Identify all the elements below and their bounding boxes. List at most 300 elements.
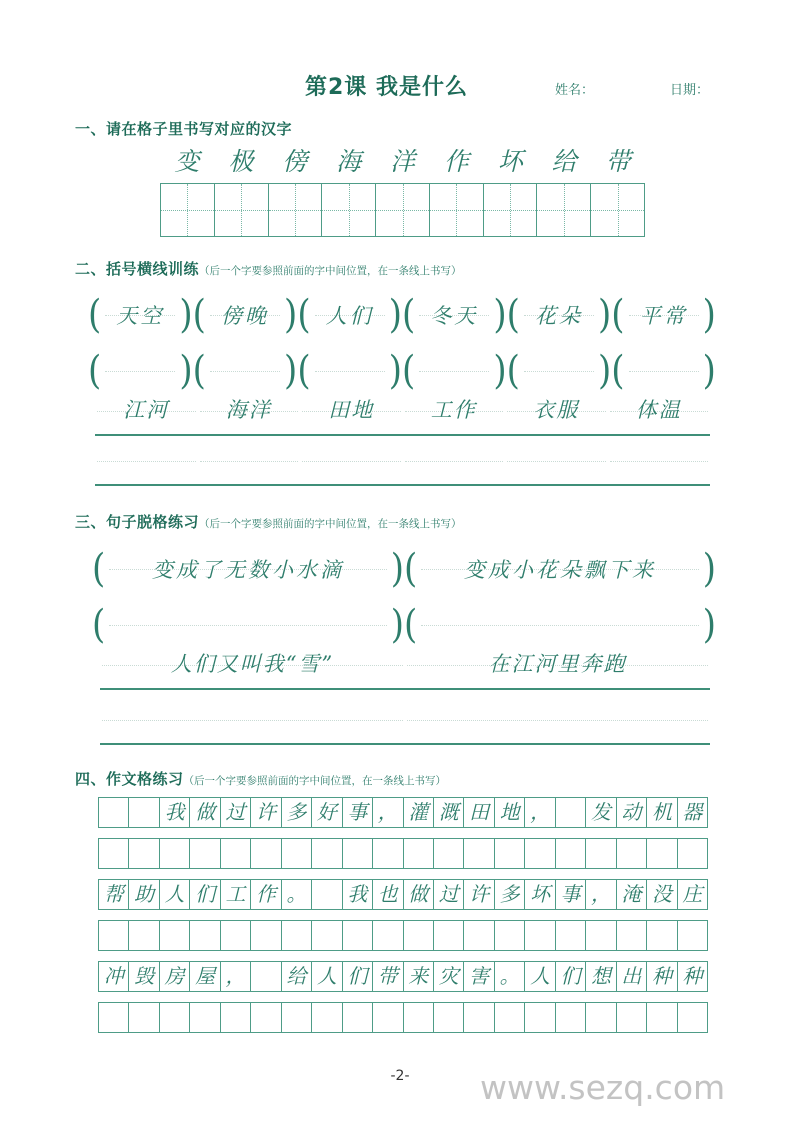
underline-word-blank-slot[interactable]: [505, 448, 608, 486]
composition-cell[interactable]: 事: [556, 880, 586, 909]
tianzige-cell[interactable]: [430, 184, 484, 236]
composition-cell[interactable]: 地: [495, 798, 525, 827]
underline-word-blank-slot[interactable]: [403, 448, 506, 486]
composition-cell[interactable]: 器: [682, 800, 703, 824]
underline-text: 工作: [430, 398, 477, 422]
section-4-title: 四、作文格练习: [75, 770, 184, 788]
writing-rule-line: [95, 484, 198, 486]
writing-rule-line: [100, 688, 405, 690]
composition-cell[interactable]: [343, 1003, 373, 1032]
composition-cell[interactable]: [647, 1003, 677, 1032]
left-paren-glyph: (: [192, 292, 206, 338]
composition-cell[interactable]: 多: [495, 880, 525, 909]
composition-cell[interactable]: 害: [464, 962, 494, 991]
paren-phrase-slot: [404, 546, 716, 592]
underline-word-blank-slot[interactable]: [95, 448, 198, 486]
composition-cell[interactable]: [647, 921, 677, 950]
tianzige-cell[interactable]: [591, 184, 644, 236]
composition-cell[interactable]: [434, 839, 464, 868]
paren-inner-slot: [311, 298, 389, 332]
left-paren-glyph: (: [92, 546, 106, 592]
right-paren-glyph: ): [493, 348, 507, 394]
composition-cell[interactable]: 出: [617, 962, 647, 991]
composition-cell[interactable]: 溉: [434, 798, 464, 827]
composition-cell[interactable]: [251, 1003, 281, 1032]
writing-rule-line: [405, 743, 710, 745]
right-paren-glyph: ): [702, 546, 716, 592]
composition-cell[interactable]: 庄: [682, 882, 703, 906]
composition-cell[interactable]: 坏: [525, 880, 555, 909]
composition-row: [98, 1002, 708, 1033]
composition-cell[interactable]: 人: [525, 962, 555, 991]
section-4-note: （后一个字要参照前面的字中间位置，在一条线上书写）: [183, 775, 447, 787]
composition-cell[interactable]: 们: [556, 962, 586, 991]
underline-word-slot: [300, 398, 403, 436]
paren-word-blank-slot[interactable]: [401, 348, 507, 394]
dotted-guide-line: [97, 461, 196, 462]
tianzige-practice-grid[interactable]: [160, 183, 645, 237]
writing-rule-line: [95, 434, 198, 436]
composition-cell[interactable]: 人: [160, 880, 190, 909]
underline-sentence-slot: [405, 652, 710, 690]
page-number: -2-: [390, 1068, 410, 1084]
paren-inner-slot: [415, 354, 493, 388]
paren-inner-slot: [520, 354, 598, 388]
composition-cell[interactable]: 。: [282, 880, 312, 909]
composition-cell[interactable]: [373, 839, 403, 868]
composition-cell[interactable]: 我: [343, 880, 373, 909]
left-paren-glyph: (: [92, 602, 106, 648]
paren-text: 天空: [116, 304, 165, 328]
composition-row: [98, 838, 708, 869]
composition-cell[interactable]: 助: [129, 880, 159, 909]
paren-word-slot: [88, 292, 193, 338]
dotted-guide-line: [105, 371, 175, 372]
writing-rule-line: [505, 484, 608, 486]
underline-sentence-blank-slot[interactable]: [100, 707, 405, 745]
dotted-guide-line: [405, 461, 504, 462]
composition-cell[interactable]: [99, 921, 129, 950]
left-paren-glyph: (: [88, 348, 102, 394]
composition-cell[interactable]: [312, 839, 342, 868]
composition-cell[interactable]: [464, 921, 494, 950]
composition-cell[interactable]: [282, 921, 312, 950]
model-character: 傍: [282, 147, 308, 176]
composition-cell[interactable]: [495, 921, 525, 950]
composition-cell[interactable]: 我: [160, 798, 190, 827]
model-character: 海: [336, 147, 362, 176]
underline-sentence-blank-slot[interactable]: [405, 707, 710, 745]
writing-rule-line: [405, 688, 710, 690]
left-paren-glyph: (: [404, 602, 418, 648]
composition-cell[interactable]: [251, 839, 281, 868]
composition-cell[interactable]: 事: [343, 798, 373, 827]
composition-cell[interactable]: [525, 1003, 555, 1032]
left-paren-glyph: (: [506, 348, 520, 394]
writing-rule-line: [300, 434, 403, 436]
tianzige-cell[interactable]: [269, 184, 323, 236]
underline-word-blank-slot[interactable]: [300, 448, 403, 486]
paren-word-slot: [506, 292, 612, 338]
right-paren-glyph: ): [179, 348, 193, 394]
composition-cell[interactable]: 多: [282, 798, 312, 827]
paren-inner-slot: [105, 552, 390, 586]
paren-inner-slot: [101, 298, 179, 332]
composition-cell[interactable]: ，: [525, 798, 555, 827]
composition-cell[interactable]: 也: [373, 880, 403, 909]
paren-word-slot: [401, 292, 507, 338]
date-field-label: 日期：: [670, 83, 710, 98]
section-2-heading: [75, 258, 462, 279]
composition-cell[interactable]: 种: [647, 962, 677, 991]
paren-text: 平常: [639, 304, 688, 328]
underline-word-slot: [608, 398, 711, 436]
composition-cell[interactable]: 田: [464, 798, 494, 827]
composition-cell[interactable]: [525, 921, 555, 950]
paren-word-blank-slot[interactable]: [506, 348, 612, 394]
paren-word-blank-slot[interactable]: [88, 348, 193, 394]
composition-cell[interactable]: [312, 880, 342, 909]
paren-phrase-blank-slot[interactable]: [92, 602, 404, 648]
underline-text: 衣服: [533, 398, 580, 422]
composition-row: [98, 961, 708, 992]
composition-cell[interactable]: [617, 839, 647, 868]
paren-phrases-row-blank[interactable]: [92, 602, 716, 648]
composition-cell[interactable]: [464, 1003, 494, 1032]
underline-sentences-row-filled: [100, 652, 710, 690]
underline-words-row-blank[interactable]: [95, 448, 710, 486]
paren-inner-slot: [101, 354, 179, 388]
paren-text: 花朵: [534, 304, 583, 328]
composition-cell[interactable]: 过: [434, 880, 464, 909]
underline-text: 人们又叫我“雪”: [170, 652, 335, 676]
dotted-guide-line: [109, 625, 386, 626]
paren-inner-slot: [206, 298, 284, 332]
writing-rule-line: [300, 484, 403, 486]
underline-word-slot: [403, 398, 506, 436]
writing-rule-line: [608, 434, 711, 436]
composition-cell[interactable]: [343, 839, 373, 868]
underline-sentences-row-blank[interactable]: [100, 707, 710, 745]
composition-cell[interactable]: 做: [404, 880, 434, 909]
composition-cell[interactable]: [464, 839, 494, 868]
right-paren-glyph: ): [702, 348, 716, 394]
composition-cell[interactable]: [678, 839, 707, 868]
model-character: 极: [228, 147, 254, 176]
composition-cell[interactable]: 好: [312, 798, 342, 827]
composition-cell[interactable]: [129, 798, 159, 827]
section-2-note: （后一个字要参照前面的字中间位置，在一条线上书写）: [199, 265, 462, 277]
composition-cell[interactable]: [129, 1003, 159, 1032]
dotted-guide-line: [419, 371, 489, 372]
composition-row: [98, 879, 708, 910]
writing-rule-line: [198, 434, 301, 436]
tianzige-cell[interactable]: [376, 184, 430, 236]
right-paren-glyph: ): [284, 348, 298, 394]
dotted-guide-line: [421, 625, 698, 626]
right-paren-glyph: ): [598, 292, 612, 338]
paren-word-slot: [192, 292, 298, 338]
composition-cell[interactable]: [160, 839, 190, 868]
character-model-row: [160, 148, 645, 176]
section-3-heading: [75, 511, 462, 532]
left-paren-glyph: (: [88, 292, 102, 338]
dotted-guide-line: [629, 371, 699, 372]
composition-cell[interactable]: [312, 921, 342, 950]
left-paren-glyph: (: [611, 348, 625, 394]
writing-rule-line: [100, 743, 405, 745]
paren-inner-slot: [311, 354, 389, 388]
composition-cell[interactable]: [129, 921, 159, 950]
composition-cell[interactable]: 工: [221, 880, 251, 909]
page-header: [75, 70, 725, 102]
section-3-title: 三、句子脱格练习: [75, 513, 200, 531]
composition-cell[interactable]: [282, 839, 312, 868]
composition-cell[interactable]: ，: [373, 798, 403, 827]
composition-cell[interactable]: [221, 839, 251, 868]
composition-cell[interactable]: [586, 1003, 616, 1032]
composition-cell[interactable]: [190, 1003, 220, 1032]
composition-cell[interactable]: [495, 839, 525, 868]
composition-cell[interactable]: [282, 1003, 312, 1032]
paren-phrases-row-filled: [92, 546, 716, 592]
composition-cell[interactable]: [312, 1003, 342, 1032]
composition-cell[interactable]: [160, 921, 190, 950]
paren-words-row-filled: [88, 292, 716, 338]
composition-cell[interactable]: [99, 839, 129, 868]
right-paren-glyph: ): [390, 602, 404, 648]
dotted-guide-line: [302, 461, 401, 462]
composition-cell[interactable]: ，: [586, 880, 616, 909]
composition-cell[interactable]: [525, 839, 555, 868]
composition-cell[interactable]: [647, 839, 677, 868]
left-paren-glyph: (: [611, 292, 625, 338]
paren-word-slot: [297, 292, 402, 338]
composition-cell[interactable]: 冲: [99, 962, 129, 991]
dotted-guide-line: [610, 461, 709, 462]
tianzige-cell[interactable]: [537, 184, 591, 236]
section-4-heading: [75, 768, 446, 789]
writing-rule-line: [505, 434, 608, 436]
paren-text: 冬天: [430, 304, 479, 328]
paren-word-blank-slot[interactable]: [611, 348, 716, 394]
composition-cell[interactable]: 帮: [99, 880, 129, 909]
composition-cell[interactable]: 没: [647, 880, 677, 909]
writing-rule-line: [198, 484, 301, 486]
composition-cell[interactable]: 淹: [617, 880, 647, 909]
underline-word-blank-slot[interactable]: [608, 448, 711, 486]
paren-word-blank-slot[interactable]: [192, 348, 298, 394]
page-title: 第2课 我是什么: [305, 75, 468, 100]
underline-word-slot: [198, 398, 301, 436]
paren-phrase-slot: [92, 546, 404, 592]
composition-cell[interactable]: [251, 921, 281, 950]
composition-cell[interactable]: 们: [190, 880, 220, 909]
paren-text: 傍晚: [220, 304, 269, 328]
composition-cell[interactable]: [404, 921, 434, 950]
composition-cell[interactable]: 机: [647, 798, 677, 827]
composition-cell[interactable]: [221, 921, 251, 950]
paren-text: 变成了无数小水滴: [152, 558, 344, 582]
composition-cell[interactable]: [221, 1003, 251, 1032]
composition-cell[interactable]: 房: [160, 962, 190, 991]
composition-cell[interactable]: 种: [682, 964, 703, 988]
model-character: 作: [443, 147, 469, 176]
composition-cell[interactable]: [160, 1003, 190, 1032]
underline-sentence-slot: [100, 652, 405, 690]
composition-cell[interactable]: [190, 921, 220, 950]
section-2-title: 二、括号横线训练: [75, 260, 200, 278]
section-1-heading: [75, 118, 292, 139]
dotted-guide-line: [315, 371, 385, 372]
section-3-note: （后一个字要参照前面的字中间位置，在一条线上书写）: [199, 518, 462, 530]
composition-cell[interactable]: [404, 839, 434, 868]
paren-word-slot: [611, 292, 716, 338]
composition-cell[interactable]: 动: [617, 798, 647, 827]
dotted-guide-line: [102, 720, 403, 721]
underline-text: 在江河里奔跑: [488, 652, 627, 676]
writing-rule-line: [403, 434, 506, 436]
composition-cell[interactable]: ，: [221, 962, 251, 991]
paren-phrase-blank-slot[interactable]: [404, 602, 716, 648]
composition-cell[interactable]: [556, 1003, 586, 1032]
composition-cell[interactable]: 灾: [434, 962, 464, 991]
composition-cell[interactable]: [99, 798, 129, 827]
dotted-guide-line: [507, 461, 606, 462]
composition-cell[interactable]: 许: [464, 880, 494, 909]
name-field-label: 姓名：: [555, 83, 595, 98]
dotted-guide-line: [210, 371, 280, 372]
left-paren-glyph: (: [401, 292, 416, 338]
model-character: 给: [551, 147, 577, 176]
paren-words-row-blank[interactable]: [88, 348, 716, 394]
underline-word-blank-slot[interactable]: [198, 448, 301, 486]
underline-words-row-filled: [95, 398, 710, 436]
composition-cell[interactable]: 屋: [190, 962, 220, 991]
left-paren-glyph: (: [297, 348, 311, 394]
composition-cell[interactable]: [190, 839, 220, 868]
composition-grid[interactable]: [98, 797, 708, 1043]
tianzige-cell[interactable]: [484, 184, 538, 236]
left-paren-glyph: (: [297, 292, 311, 338]
right-paren-glyph: ): [388, 348, 402, 394]
composition-cell[interactable]: [586, 839, 616, 868]
right-paren-glyph: ): [388, 292, 402, 338]
composition-cell[interactable]: [434, 1003, 464, 1032]
right-paren-glyph: ): [493, 292, 507, 338]
section-1-title: 一、请在格子里书写对应的汉字: [75, 120, 293, 138]
site-watermark: www.sezq.com: [480, 1068, 726, 1107]
composition-cell[interactable]: [99, 1003, 129, 1032]
composition-cell[interactable]: 做: [190, 798, 220, 827]
right-paren-glyph: ): [179, 292, 193, 338]
paren-text: 人们: [325, 304, 374, 328]
composition-cell[interactable]: [556, 798, 586, 827]
model-character: 带: [605, 147, 631, 176]
right-paren-glyph: ): [702, 292, 716, 338]
tianzige-cell[interactable]: [161, 184, 215, 236]
composition-cell[interactable]: 想: [586, 962, 616, 991]
writing-rule-line: [403, 484, 506, 486]
composition-cell[interactable]: 毁: [129, 962, 159, 991]
left-paren-glyph: (: [401, 348, 416, 394]
composition-row: [98, 797, 708, 828]
composition-cell[interactable]: 。: [495, 962, 525, 991]
composition-cell[interactable]: 发: [586, 798, 616, 827]
underline-text: 体温: [635, 398, 682, 422]
composition-cell[interactable]: 带: [373, 962, 403, 991]
right-paren-glyph: ): [390, 546, 404, 592]
underline-text: 江河: [123, 398, 170, 422]
dotted-guide-line: [200, 461, 299, 462]
paren-inner-slot: [415, 298, 493, 332]
paren-inner-slot: [625, 298, 703, 332]
composition-cell[interactable]: [678, 921, 707, 950]
composition-cell[interactable]: [251, 962, 281, 991]
right-paren-glyph: ): [598, 348, 612, 394]
underline-word-slot: [505, 398, 608, 436]
composition-cell[interactable]: 来: [404, 962, 434, 991]
composition-cell[interactable]: [373, 921, 403, 950]
left-paren-glyph: (: [506, 292, 520, 338]
composition-cell[interactable]: [495, 1003, 525, 1032]
composition-cell[interactable]: [343, 921, 373, 950]
composition-cell[interactable]: [434, 921, 464, 950]
composition-cell[interactable]: [404, 1003, 434, 1032]
right-paren-glyph: ): [702, 602, 716, 648]
paren-inner-slot: [105, 608, 390, 642]
writing-rule-line: [608, 484, 711, 486]
model-character: 变: [174, 147, 200, 176]
underline-word-slot: [95, 398, 198, 436]
composition-cell[interactable]: 作: [251, 880, 281, 909]
model-character: 洋: [390, 147, 416, 176]
right-paren-glyph: ): [284, 292, 298, 338]
dotted-guide-line: [407, 720, 708, 721]
composition-cell[interactable]: [617, 1003, 647, 1032]
dotted-guide-line: [524, 371, 594, 372]
composition-cell[interactable]: [586, 921, 616, 950]
paren-inner-slot: [625, 354, 703, 388]
left-paren-glyph: (: [192, 348, 206, 394]
composition-cell[interactable]: [617, 921, 647, 950]
composition-cell[interactable]: 许: [251, 798, 281, 827]
paren-inner-slot: [417, 552, 702, 586]
composition-cell[interactable]: [129, 839, 159, 868]
tianzige-cell[interactable]: [215, 184, 269, 236]
composition-cell[interactable]: [678, 1003, 707, 1032]
composition-cell[interactable]: 过: [221, 798, 251, 827]
composition-row: [98, 920, 708, 951]
paren-text: 变成小花朵飘下来: [464, 558, 656, 582]
paren-inner-slot: [520, 298, 598, 332]
composition-cell[interactable]: 给: [282, 962, 312, 991]
composition-cell[interactable]: [556, 921, 586, 950]
composition-cell[interactable]: 人: [312, 962, 342, 991]
paren-inner-slot: [206, 354, 284, 388]
paren-word-blank-slot[interactable]: [297, 348, 402, 394]
composition-cell[interactable]: [556, 839, 586, 868]
left-paren-glyph: (: [404, 546, 418, 592]
model-character: 坏: [497, 147, 523, 176]
composition-cell[interactable]: 灌: [404, 798, 434, 827]
composition-cell[interactable]: 们: [343, 962, 373, 991]
composition-cell[interactable]: [373, 1003, 403, 1032]
underline-text: 海洋: [225, 398, 272, 422]
tianzige-cell[interactable]: [322, 184, 376, 236]
underline-text: 田地: [328, 398, 375, 422]
paren-inner-slot: [417, 608, 702, 642]
